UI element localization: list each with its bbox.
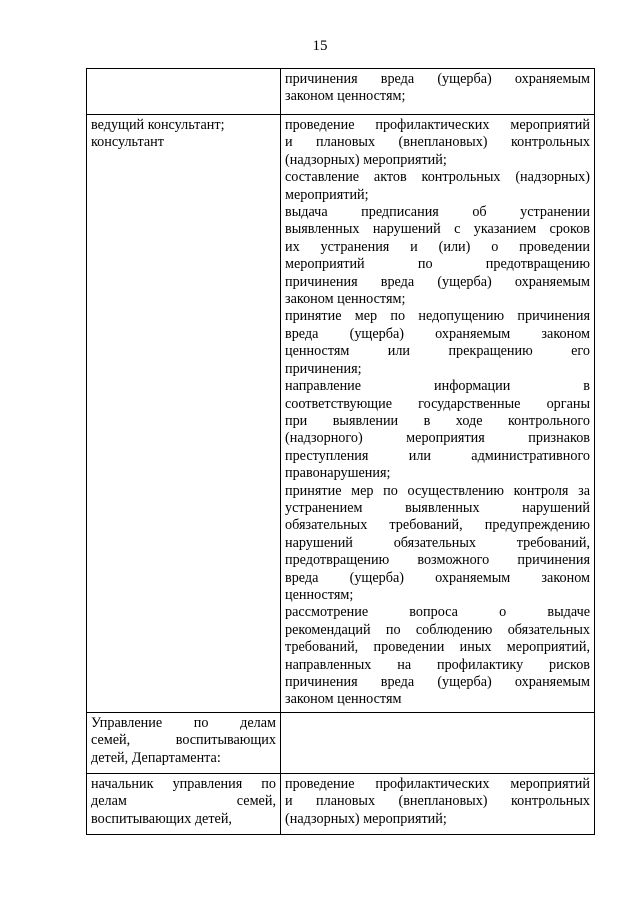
text-line: законом ценностям; xyxy=(285,291,406,308)
duties-cell xyxy=(281,774,595,835)
position-cell xyxy=(87,774,281,835)
text-line: преступления или административного xyxy=(285,447,590,464)
text-line: направленных на профилактику рисков xyxy=(285,656,590,673)
text-line: детей, Департамента: xyxy=(91,749,221,766)
text-line: причинения вреда (ущерба) охраняемым xyxy=(285,71,590,87)
text-line: рассмотрение вопроса о выдаче xyxy=(285,604,590,621)
table-row xyxy=(87,774,595,835)
text-line: устранением выявленных нарушений xyxy=(285,499,590,516)
text-line: делам семей, xyxy=(91,793,276,810)
text-line: (надзорных) мероприятий; xyxy=(285,151,447,168)
text-line: причинения вреда (ущерба) охраняемым xyxy=(285,273,590,290)
text-line: проведение профилактических мероприятий xyxy=(285,776,590,792)
text-line: воспитывающих детей, xyxy=(91,810,232,827)
position-cell xyxy=(87,713,281,774)
table-row xyxy=(87,115,595,713)
text-line: консультант xyxy=(91,134,164,151)
text-line: принятие мер по осуществлению контроля за xyxy=(285,482,590,499)
duties-table xyxy=(86,68,595,835)
text-line: выдача предписания об устранении xyxy=(285,204,590,221)
text-line: причинения вреда (ущерба) охраняемым xyxy=(285,674,590,690)
text-line: вреда (ущерба) охраняемым законом xyxy=(285,325,590,342)
text-line: ценностям; xyxy=(285,586,354,603)
text-line: выявленных нарушений с указанием сроков xyxy=(285,221,590,238)
text-line: законом ценностям xyxy=(285,691,402,708)
text-line: проведение профилактических мероприятий xyxy=(285,117,590,133)
text-line: семей, воспитывающих xyxy=(91,732,276,749)
text-line: предотвращению возможного причинения xyxy=(285,552,590,569)
text-line: причинения; xyxy=(285,360,362,377)
text-line: (надзорных) мероприятий; xyxy=(285,810,447,827)
text-line: обязательных требований, предупреждению xyxy=(285,517,590,534)
text-line: начальник управления по xyxy=(91,776,276,792)
text-line: нарушений обязательных требований, xyxy=(285,534,590,551)
text-line: требований, проведении иных мероприятий, xyxy=(285,639,590,656)
text-line: рекомендаций по соблюдению обязательных xyxy=(285,621,590,638)
position-cell xyxy=(87,69,281,115)
page-number: 15 xyxy=(312,38,328,54)
text-line: ценностям или прекращению его xyxy=(285,343,590,360)
table-row xyxy=(87,713,595,774)
text-line: мероприятий; xyxy=(285,186,369,203)
text-line: их устранения и (или) о проведении xyxy=(285,238,590,255)
text-line: (надзорного) мероприятия признаков xyxy=(285,430,590,447)
duties-cell xyxy=(281,69,595,115)
text-line: Управление по делам xyxy=(91,715,276,731)
text-line: вреда (ущерба) охраняемым законом xyxy=(285,569,590,586)
duties-cell xyxy=(281,713,595,774)
text-line: мероприятий по предотвращению xyxy=(285,256,590,273)
text-line: составление актов контрольных (надзорных) xyxy=(285,169,590,186)
position-cell xyxy=(87,115,281,713)
text-line: правонарушения; xyxy=(285,465,391,482)
text-line: и плановых (внеплановых) контрольных xyxy=(285,793,590,810)
text-line: соответствующие государственные органы xyxy=(285,395,590,412)
text-line: и плановых (внеплановых) контрольных xyxy=(285,134,590,151)
text-line: ведущий консультант; xyxy=(91,117,225,133)
text-line: законом ценностям; xyxy=(285,88,406,105)
table-row xyxy=(87,69,595,115)
duties-cell xyxy=(281,115,595,713)
text-line: принятие мер по недопущению причинения xyxy=(285,308,590,325)
text-line: при выявлении в ходе контрольного xyxy=(285,412,590,429)
text-line: направление информации в xyxy=(285,378,590,395)
